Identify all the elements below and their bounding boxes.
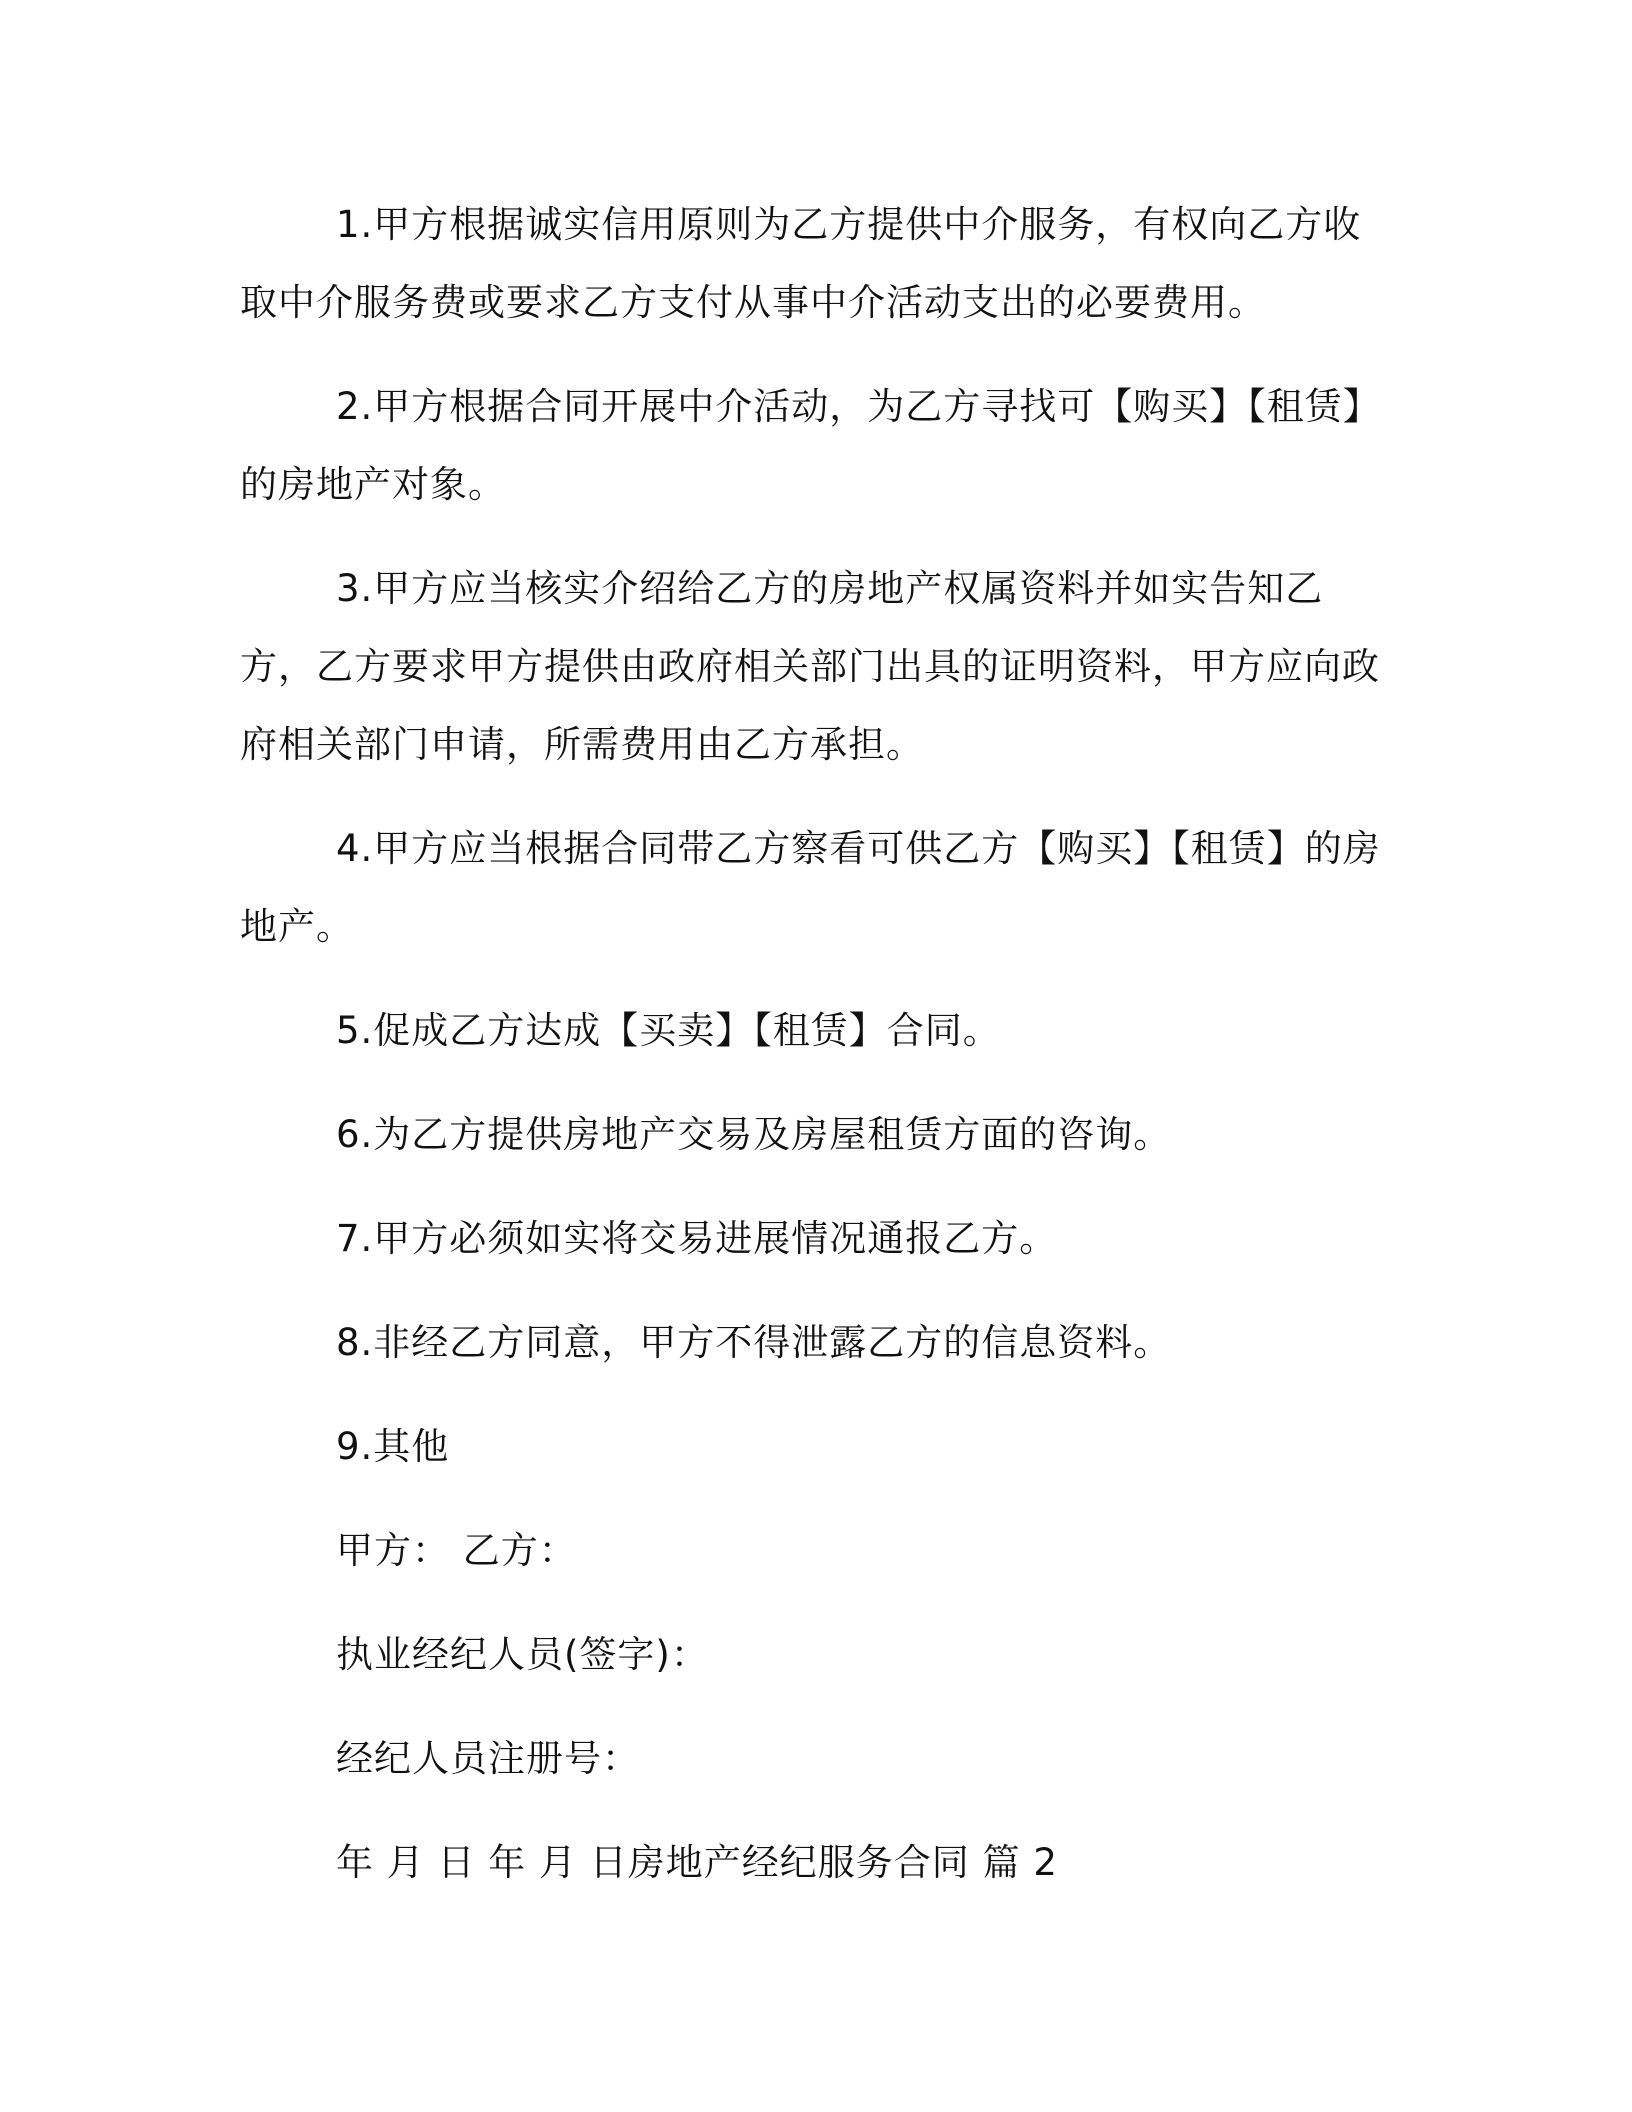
clause-3: 3.甲方应当核实介绍给乙方的房地产权属资料并如实告知乙方，乙方要求甲方提供由政府相关部门出具的证明资料，甲方应向政府相关部门申请，所需费用由乙方承担。 <box>240 567 1380 766</box>
agent-signature-line: 执业经纪人员(签字)： <box>336 1633 709 1676</box>
document-body <box>240 186 1390 1928</box>
date-line: 年 月 日 年 月 日房地产经纪服务合同 篇 2 <box>336 1841 1058 1884</box>
clause-7: 7.甲方必须如实将交易进展情况通报乙方。 <box>336 1217 1058 1260</box>
clause-8: 8.非经乙方同意，甲方不得泄露乙方的信息资料。 <box>336 1321 1172 1364</box>
clause-4: 4.甲方应当根据合同带乙方察看可供乙方【购买】【租赁】的房地产。 <box>240 827 1381 948</box>
clause-1: 1.甲方根据诚实信用原则为乙方提供中介服务，有权向乙方收取中介服务费或要求乙方支付从事中介活动支出的必要费用。 <box>240 203 1362 324</box>
signature-parties: 甲方： 乙方： <box>336 1529 577 1572</box>
registration-number-line: 经纪人员注册号： <box>336 1737 640 1780</box>
clause-9: 9.其他 <box>336 1425 450 1468</box>
clause-6: 6.为乙方提供房地产交易及房屋租赁方面的咨询。 <box>336 1113 1172 1156</box>
clause-5: 5.促成乙方达成【买卖】【租赁】合同。 <box>336 1009 1001 1052</box>
clause-2: 2.甲方根据合同开展中介活动，为乙方寻找可【购买】【租赁】的房地产对象。 <box>240 385 1381 506</box>
